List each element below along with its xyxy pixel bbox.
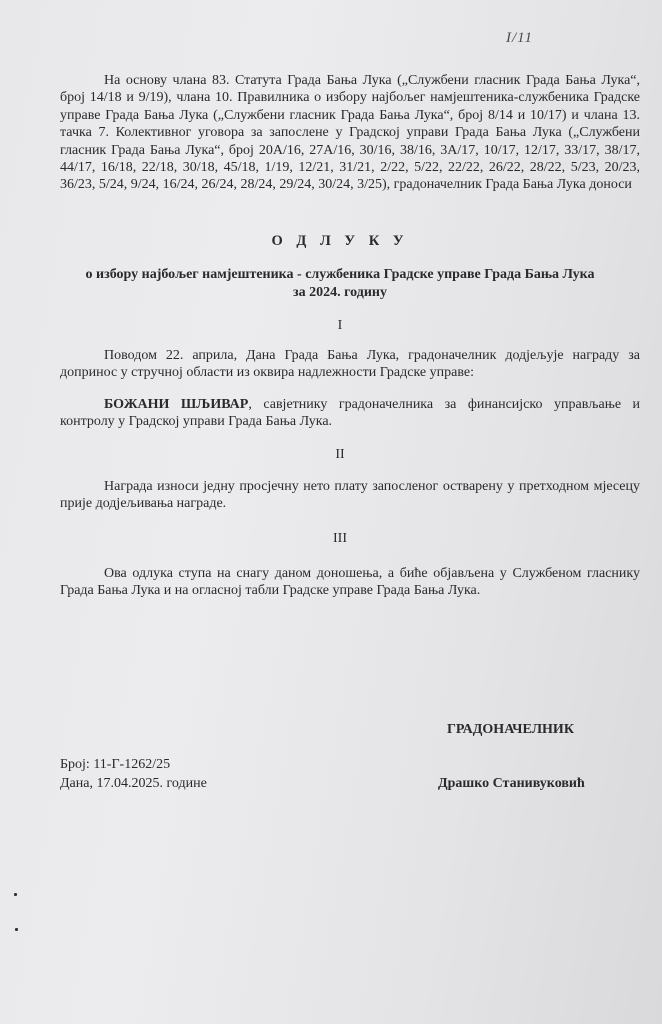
section3-paragraph: Ова одлука ступа на снагу даном доношења, а биће објављена у Службеном гласнику Града Бања Лука и на огласној табли Градске управе Града Бања Лука.	[60, 566, 640, 599]
section-numeral-2: II	[335, 447, 345, 462]
preamble-paragraph: На основу члана 83. Статута Града Бања Лука („Службени гласник Града Бања Лука“, број 14/18 и 9/19), члана 10. Правилника о избору најбољег намјештеника-службеника Градске управе Града Бања Лука („Службени гласник Града Бања Лука“, број 8/14 и 10/17) и члана 13. тачка 7. Колективног уговора за запослене у Градској управи Града Бања Лука („Службени гласник Града Бања Лука“, број 20А/16, 27А/16, 30/16, 38/16, 3А/17, 10/17, 12/17, 33/17, 38/17, 44/17, 16/18, 22/18, 30/18, 45/18, 1/19, 12/21, 31/21, 2/22, 5/22, 22/22, 26/22, 28/22, 5/23, 20/23, 36/23, 5/24, 9/24, 16/24, 26/24, 28/24, 29/24, 30/24, 3/25), градоначелник Града Бања Лука доноси	[60, 73, 640, 193]
awardee-description: , савјетнику градоначелника за финансијско управљање и контролу у Градској управи Града Бања Лука.	[60, 397, 641, 430]
signature-name: Драшко Станивуковић	[438, 776, 585, 791]
awardee-name: БОЖАНИ ШЉИВАР	[104, 397, 249, 412]
handwritten-mark: I/11	[506, 30, 534, 46]
reference-number: Број: 11-Г-1262/25	[60, 757, 171, 772]
document-subtitle-line2: за 2024. годину	[293, 285, 387, 300]
awardee-paragraph	[60, 396, 640, 431]
signature-role: ГРАДОНАЧЕЛНИК	[447, 722, 574, 737]
section2-paragraph: Награда износи једну просјечну нето плату запосленог остварену у претходном мјесецу прије додјељивања награде.	[60, 479, 640, 512]
section1-paragraph: Поводом 22. априла, Дана Града Бања Лука, градоначелник додјељује награду за допринос у стручној области из оквира надлежности Градске управе:	[60, 348, 640, 381]
reference-date: Дана, 17.04.2025. године	[60, 776, 207, 791]
section-numeral-3: III	[333, 531, 347, 546]
scan-speck	[14, 893, 17, 896]
section-numeral-1: I	[337, 318, 343, 333]
scan-speck	[15, 928, 18, 931]
document-title: О Д Л У К У	[271, 233, 409, 249]
document-subtitle-line1: о избору најбољег намјештеника - службеника Градске управе Града Бања Лука	[85, 267, 595, 282]
